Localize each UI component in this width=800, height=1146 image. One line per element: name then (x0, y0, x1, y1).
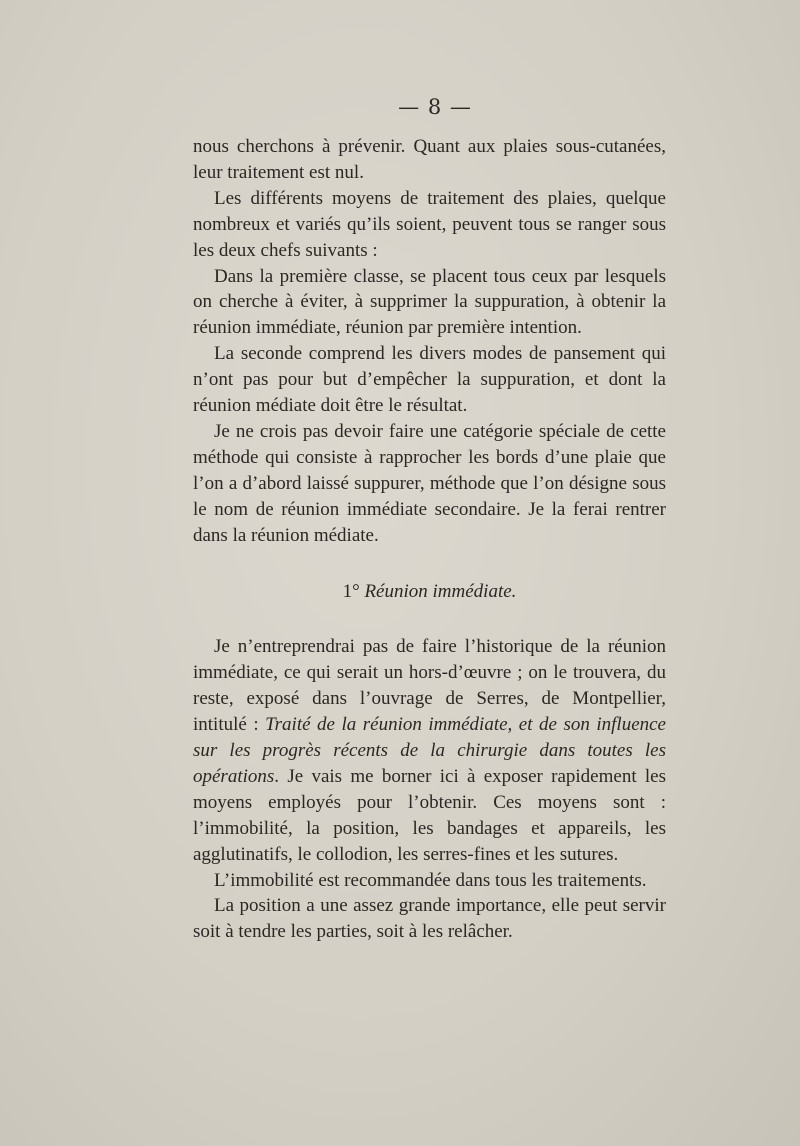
section-number: 1° (342, 580, 360, 602)
paragraph-8: La position a une assez grande importance, elle peut servir soit à tendre les parties, soit à les relâcher. (193, 895, 666, 943)
page-number: — 8 — (398, 95, 472, 119)
paragraph-1: nous cherchons à prévenir. Quant aux plaies sous-cutanées, leur traitement est nul. (193, 136, 666, 183)
paragraph-3: Dans la première classe, se placent tous ceux par lesquels on cherche à éviter, à supprimer la suppuration, à obtenir la réunion immédiate, réunion par première intention. (193, 265, 666, 339)
paragraph-6-end: . Je vais me borner ici à exposer rapidement les moyens employés pour l’obtenir. Ces moyens sont : l’immobilité, la position, les bandages et appareils, les agglutinatifs, le collodion, les serres-fines et les sutures. (193, 765, 666, 865)
book-title-citation: Traité de la réunion immédiate, et de son influence sur les progrès récents de la chirurgie dans toutes les opérations (193, 714, 666, 787)
paragraph-7: L’immobilité est recommandée dans tous les traitements. (214, 869, 647, 891)
paragraph-6-start: Je n’entreprendrai pas de faire l’historique de la réunion immédiate, ce qui serait un hors-d’œuvre ; on le trouvera, du reste, exposé dans l’ouvrage de Serres, de Montpellier, intitulé : (193, 636, 666, 736)
paragraph-2: Les différents moyens de traitement des plaies, quelque nombreux et variés qu’ils soient, peuvent tous se ranger sous les deux chefs suivants : (193, 187, 666, 261)
paragraph-5: Je ne crois pas devoir faire une catégorie spéciale de cette méthode qui consiste à rapprocher les bords d’une plaie que l’on a d’abord laissé suppurer, méthode que l’on désigne sous le nom de réunion immédiate secondaire. Je la ferai rentrer dans la réunion médiate. (193, 420, 666, 546)
paragraph-4: La seconde comprend les divers modes de pansement qui n’ont pas pour but d’empêcher la suppuration, et dont la réunion médiate doit être le résultat. (193, 343, 666, 417)
paragraph-6 (193, 634, 666, 867)
body-text (193, 134, 666, 945)
section-heading (193, 579, 666, 605)
section-title: Réunion immédiate. (364, 580, 517, 602)
